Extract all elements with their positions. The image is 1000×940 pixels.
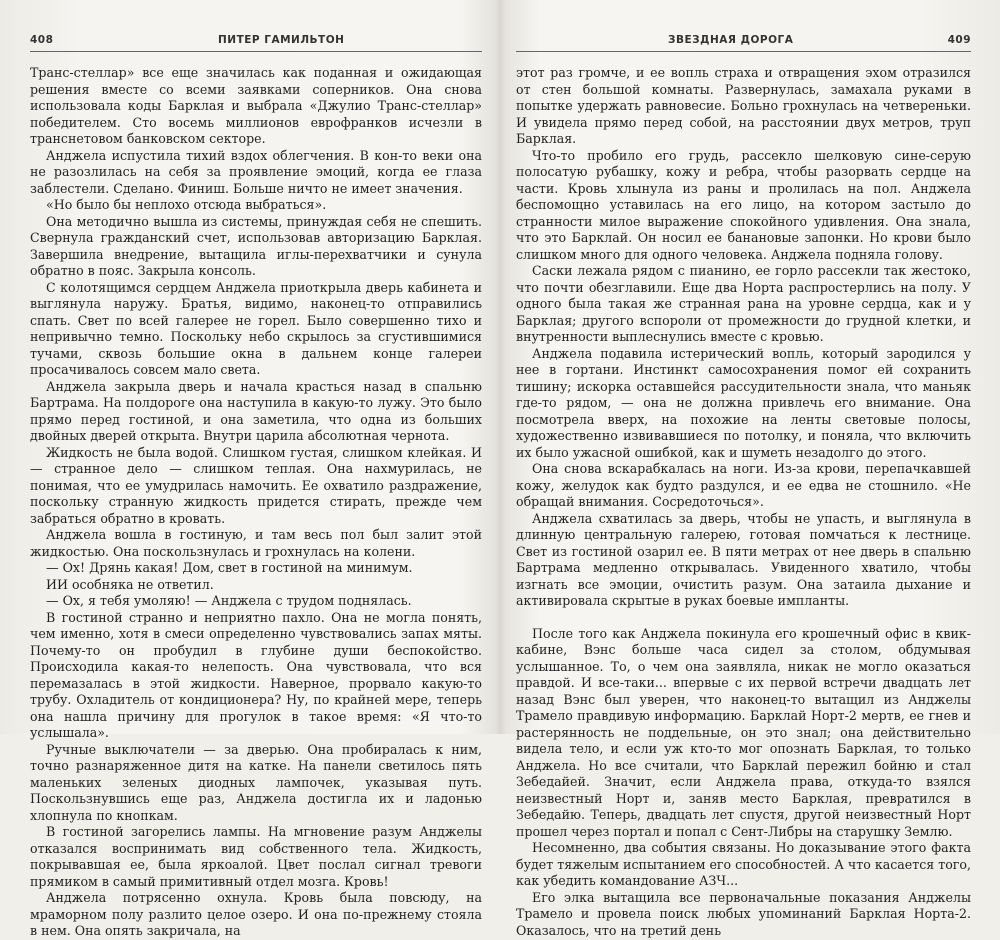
right-page-body — [516, 65, 971, 939]
left-page-header — [30, 34, 482, 50]
paragraph: Ручные выключатели — за дверью. Она пробиралась к ним, точно разнаряженное дитя на катке. На панели светилось пять маленьких зеленых диодных лампочек, указывая путь. Поскользнувшись еще раз, Анджела достигла их и ладонью хлопнула по кнопкам. — [30, 741, 482, 823]
running-head: ПИТЕР ГАМИЛЬТОН — [218, 34, 345, 46]
paragraph: Анджела испустила тихий вздох облегчения. В кон-то веки она не разозлилась на себя за проявление эмоций, когда ее глаза заблестели. Сделано. Финиш. Больше ничто не имеет значения. — [30, 147, 482, 196]
right-page — [516, 0, 971, 938]
page-number: 409 — [947, 34, 971, 46]
left-page-body — [30, 65, 482, 940]
page-number: 408 — [30, 34, 54, 46]
paragraph: этот раз громче, и ее вопль страха и отвращения эхом отразился от стен большой комнаты. Развернулась, замахала руками в попытке удержать равновесие. Больно грохнулась на четвереньки. И увидела прямо перед собой, на расстоянии двух метров, труп Барклая. — [516, 65, 971, 146]
header-rule — [516, 51, 971, 52]
left-page — [30, 0, 482, 938]
paragraph: Анджела подавила истерический вопль, который зародился у нее в гортани. Инстинкт самосохранения помог ей сохранить тишину; искорка оставшейся рассудительности знала, что маньяк где-то рядом, — она не должна привлечь его внимание. Она посмотрела вверх, на похожие на ленты световые полосы, художественно извивавшиеся по потолку, и поняла, что включить их было ужасной ошибкой, как и шуметь незадолго до этого. — [516, 345, 971, 460]
running-head: ЗВЕЗДНАЯ ДОРОГА — [668, 34, 794, 46]
paragraph: С колотящимся сердцем Анджела приоткрыла дверь кабинета и выглянула наружу. Братья, видимо, наконец-то отправились спать. Свет по всей галерее не горел. Было совершенно тихо и непривычно темно. Поскольку небо скрылось за сгустившимися тучами, сквозь большие окна в дальнем конце галереи просачивалось совсем мало света. — [30, 279, 482, 377]
paragraph: Несомненно, два события связаны. Но доказывание этого факта будет тяжелым испытанием его способностей. А что касается того, как убедить командование АЗЧ... — [516, 840, 971, 888]
paragraph: Анджела вошла в гостиную, и там весь пол был залит этой жидкостью. Она поскользнулась и грохнулась на колени. — [30, 527, 482, 559]
paragraph: Она методично вышла из системы, принуждая себя не спешить. Свернула гражданский счет, использовав авторизацию Барклая. Завершила внедрение, вытащила иглы-перехватчики и сунула обратно в пояс. Закрыла консоль. — [30, 213, 482, 278]
header-rule — [30, 51, 482, 52]
paragraph: В гостиной странно и неприятно пахло. Она не могла понять, чем именно, хотя в смеси определенно чувствовались запах мяты. Почему-то он пробудил в глубине души беспокойство. Происходила какая-то нелепость. Она чувствовала, что вся перемазалась в этой жидкости. Наверное, прорвало какую-то трубу. Охладитель от кондиционера? Ну, по крайней мере, теперь она нашла причину для прогулок в такое время: «Я что-то услышала». — [30, 609, 482, 740]
paragraph: Транс-стеллар» все еще значилась как поданная и ожидающая решения вместе со всеми заявками соперников. Она снова использовала коды Барклая и выбрала «Джулио Транс-стеллар» победителем. Сто восемь миллионов еврофранков исчезли в транснетовом банковском секторе. — [30, 65, 482, 146]
paragraph: — Ох, я тебя умоляю! — Анджела с трудом поднялась. — [46, 593, 412, 608]
paragraph: Его элка вытащила все первоначальные показания Анджелы Трамело и провела поиск любых упоминаний Барклая Норта-2. Оказалось, что на третий день — [516, 889, 971, 938]
paragraph: Анджела закрыла дверь и начала красться назад в спальню Бартрама. На полдороге она наступила в какую-то лужу. Это было прямо перед гостиной, и она заметила, что одна из больших двойных дверей открыта. Внутри царила абсолютная чернота. — [30, 378, 482, 443]
paragraph: Что-то пробило его грудь, рассекло шелковую сине-серую полосатую рубашку, кожу и ребра, чтобы разорвать сердце на части. Кровь хлынула из раны и пролилась на пол. Анджела беспомощно уставилась на его лицо, на котором застыло до странности милое выражение спокойного удивления. Она знала, что это Барклай. Он носил ее банановые запонки. Но крови было слишком много для одного человека. Анджела подняла голову. — [516, 147, 971, 262]
paragraph: Анджела потрясенно охнула. Кровь была повсюду, на мраморном полу разлито целое озеро. И она по-прежнему стояла в нем. Она опять закричала, на — [30, 890, 482, 938]
paragraph: — Ох! Дрянь какая! Дом, свет в гостиной на минимум. — [46, 560, 413, 575]
right-page-header — [516, 34, 971, 50]
paragraph: Она снова вскарабкалась на ноги. Из-за крови, перепачкавшей кожу, желудок как будто раздулся, и ее едва не стошнило. «Не обращай внимания. Сосредоточься». — [516, 461, 971, 509]
paragraph: Саски лежала рядом с пианино, ее горло рассекли так жестоко, что почти обезглавили. Еще два Норта распростерлись на полу. У одного была такая же странная рана на уровне сердца, как и у Барклая; другого вспороли от промежности до грудной клетки, и внутренности выплеснулись вместе с кровью. — [516, 263, 971, 344]
paragraph: ИИ особняка не ответил. — [46, 576, 214, 592]
paragraph: Жидкость не была водой. Слишком густая, слишком клейкая. И — странное дело — слишком теплая. Она нахмурилась, не понимая, что ее умудрилась намочить. Ее охватило раздражение, поскольку странную жидкость придется стирать, прежде чем забраться обратно в кровать. — [30, 444, 482, 526]
paragraph: После того как Анджела покинула его крошечный офис в квик-кабине, Вэнс больше часа сидел за столом, обдумывая услышанное. То, о чем она заявляла, никак не могло оказаться правдой. И все-таки... впервые с их первой встречи двадцать лет назад Вэнс был уверен, что наконец-то вытащил из Анджелы Трамело правдивую информацию. Барклай Норт-2 мертв, ее гнев и растерянность не поддельные, он это знал; она действительно видела тело, и если уж кто-то мог опознать Барклая, то только Анджела. Но все считали, что Барклай пережил бойню и стал Зебедайей. Значит, если Анджела права, откуда-то взялся неизвестный Норт и, заняв место Барклая, превратился в Зебедайю. Теперь, двадцать лет спустя, другой неизвестный Норт прошел через портал и попал с Сент-Либры на старушку Землю. — [516, 625, 971, 839]
paragraph: В гостиной загорелись лампы. На мгновение разум Анджелы отказался воспринимать вид собственного тела. Жидкость, покрывавшая ее, была яркоалой. Цвет послал сигнал тревоги прямиком в самый примитивный отдел мозга. Кровь! — [30, 824, 482, 889]
paragraph: «Но было бы неплохо отсюда выбраться». — [46, 197, 327, 212]
paragraph: Анджела схватилась за дверь, чтобы не упасть, и выглянула в длинную центральную галерею, готовая помчаться к лестнице. Свет из гостиной озарил ее. В пяти метрах от нее дверь в спальню Бартрама медленно открывалась. Увиденного хватило, чтобы изгнать все эмоции, очистить разум. Она затаила дыхание и активировала скрытые в руках боевые импланты. — [516, 510, 971, 608]
